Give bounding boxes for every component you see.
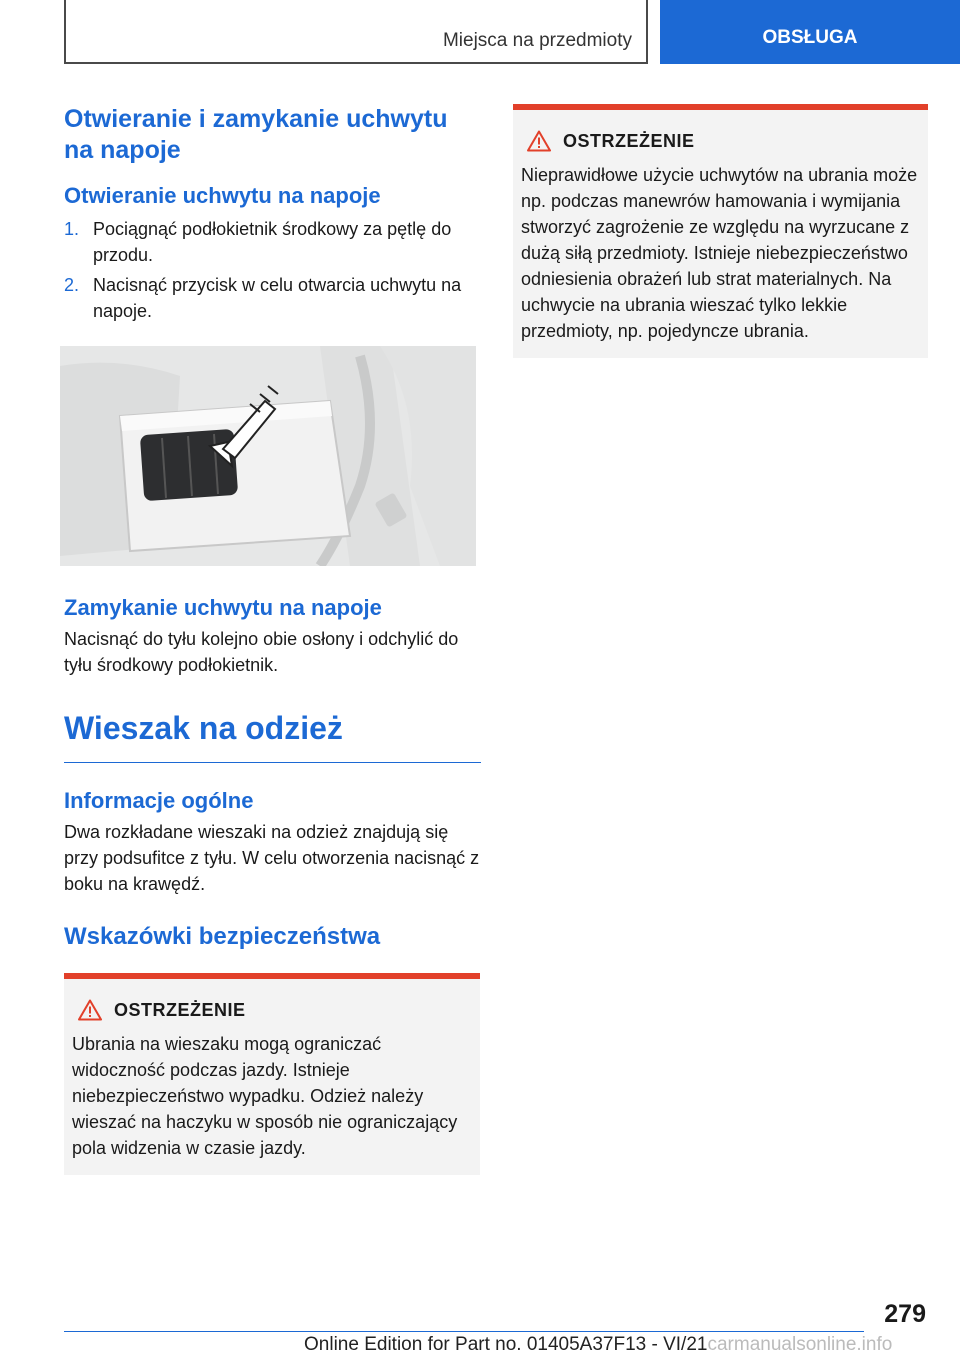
general-info-text: Dwa rozkładane wieszaki na odzież znajdują się przy podsufitce z tyłu. W celu otworzenia nacisnąć z boku na krawędź. bbox=[64, 822, 480, 894]
section-title-hanger: Wieszak na odzież bbox=[64, 710, 343, 746]
left-column bbox=[64, 104, 480, 1175]
footer-edition bbox=[304, 1334, 892, 1356]
warning-text: Ubrania na wieszaku mogą ograniczać widoczność podczas jazdy. Istnieje niebezpieczeństwo wypadku. Odzież należy wieszać na haczyku w sposób nie ograniczający pola widzenia w czasie jazdy. bbox=[72, 1034, 458, 1158]
open-cupholder-heading: Otwieranie uchwytu na napoje bbox=[64, 183, 381, 208]
safety-heading: Wskazówki bezpieczeństwa bbox=[64, 923, 381, 950]
footer-divider bbox=[64, 1331, 864, 1332]
open-steps-list bbox=[64, 216, 480, 324]
header-chapter-label: OBSŁUGA bbox=[762, 27, 858, 48]
armrest-illustration bbox=[60, 346, 476, 566]
list-item bbox=[64, 216, 480, 268]
warning-text: Nieprawidłowe użycie uchwytów na ubrania może np. podczas manewrów hamowania i wymijania stworzyć zagrożenie ze względu na wyrzucane z dużą siłą przedmioty. Istnieje niebezpieczeństwo odniesienia obrażeń lub strat materialnych. Na uchwycie na ubrania wieszać tylko lekkie przedmioty, np. pojedyncze ubrania. bbox=[521, 165, 918, 341]
warning-title: OSTRZEŻENIE bbox=[114, 999, 246, 1020]
step-text: Pociągnąć podłokietnik środkowy za pętlę do przodu. bbox=[93, 219, 452, 265]
list-item bbox=[64, 272, 480, 324]
warning-icon bbox=[527, 130, 551, 152]
watermark-text: carmanualsonline.info bbox=[707, 1334, 893, 1355]
right-column bbox=[513, 104, 928, 358]
header-chapter-tab bbox=[660, 0, 960, 64]
warning-box-hanger bbox=[64, 973, 480, 1175]
armrest-image bbox=[60, 346, 476, 566]
page-number: 279 bbox=[884, 1300, 926, 1328]
header-section-title: Miejsca na przedmioty bbox=[442, 30, 632, 51]
warning-icon bbox=[78, 999, 102, 1021]
warning-title-row bbox=[78, 999, 472, 1021]
warning-title-row bbox=[527, 130, 920, 152]
section-divider bbox=[64, 762, 481, 763]
close-cupholder-text: Nacisnąć do tyłu kolejno obie osłony i odchylić do tyłu środkowy podłokietnik. bbox=[64, 629, 459, 675]
step-number: 2. bbox=[64, 275, 80, 295]
edition-text: Online Edition for Part no. 01405A37F13 - VI/21 bbox=[304, 1334, 708, 1355]
close-cupholder-heading: Zamykanie uchwytu na napoje bbox=[64, 595, 382, 620]
step-number: 1. bbox=[64, 219, 80, 239]
step-text: Nacisnąć przycisk w celu otwarcia uchwytu na napoje. bbox=[93, 275, 462, 321]
general-info-heading: Informacje ogólne bbox=[64, 788, 254, 813]
warning-title: OSTRZEŻENIE bbox=[563, 130, 695, 151]
section-title-cupholder: Otwieranie i zamykanie uchwytu na napoje bbox=[64, 105, 448, 164]
warning-box-clothes-hook bbox=[513, 104, 928, 358]
